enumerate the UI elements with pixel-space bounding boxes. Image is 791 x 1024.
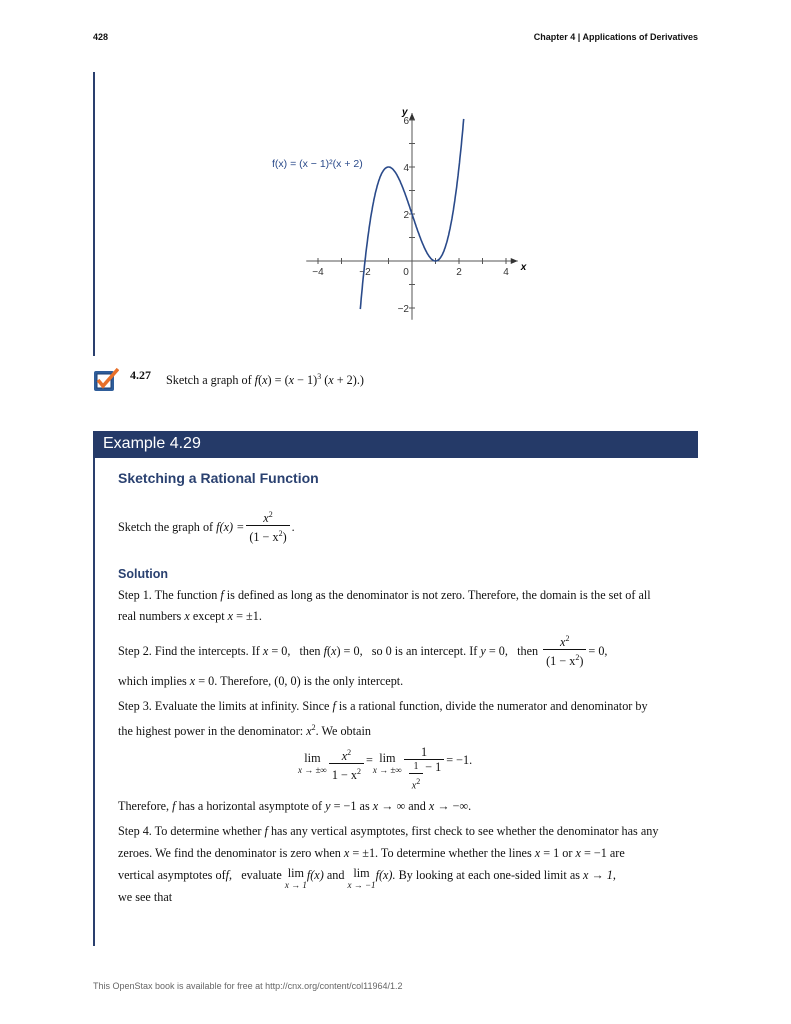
axes: [306, 107, 527, 320]
lim-subscript: x → ±∞: [372, 765, 402, 775]
math-segment: = −1: [580, 846, 607, 860]
exponent: 2: [278, 529, 283, 539]
limit-result: = −1.: [446, 753, 473, 767]
x-tick-label: 4: [503, 267, 509, 278]
math-segment: y: [325, 799, 331, 813]
math-segment: = −1: [330, 799, 357, 813]
y-axis-label: y: [402, 106, 408, 118]
solution-heading: Solution: [118, 567, 168, 581]
text-segment: so: [362, 643, 386, 658]
y-tick-label: 6: [403, 116, 409, 127]
math-segment: x: [288, 373, 295, 388]
inner-denominator: x: [411, 780, 417, 792]
exercise-number: 4.27: [130, 368, 151, 382]
text: and: [323, 868, 348, 882]
y-tick-label: −2: [397, 304, 409, 315]
function-graph: [0, 0, 791, 330]
text-segment: has a horizontal asymptote of: [175, 799, 326, 813]
math-segment: = 0,: [268, 643, 291, 658]
math-segment: x: [372, 799, 379, 813]
numerator: x: [263, 511, 269, 526]
text-segment: To determine whether the lines: [378, 846, 535, 860]
text-segment: is a rational function, divide the numerator and denominator by: [335, 699, 648, 713]
chapter-title: Chapter 4 | Applications of Derivatives: [533, 32, 698, 42]
y-arrow-icon: [409, 113, 415, 120]
math-x-to-1: x → 1,: [583, 868, 616, 882]
lim: lim: [353, 866, 370, 880]
math-segment: x: [575, 846, 581, 860]
text-segment: is the only intercept.: [300, 674, 404, 688]
lim-subscript: x → ±∞: [298, 765, 327, 775]
exponent: 2: [575, 653, 580, 663]
y-tick-label: 4: [403, 163, 409, 174]
denominator: (1 − x: [249, 530, 279, 545]
math-segment: ) = (: [267, 373, 289, 388]
numerator: 1: [420, 745, 428, 759]
numerator: x: [341, 749, 348, 764]
math-segment: x: [343, 846, 350, 860]
x-tick-label: 2: [456, 267, 462, 278]
math-segment: = 0,: [485, 643, 508, 658]
text-segment: we see that: [118, 890, 173, 904]
lim-subscript: x → 1: [284, 880, 307, 890]
math-segment: + 2).): [333, 373, 364, 388]
math-segment: f: [332, 699, 336, 713]
step2-line1: [118, 632, 607, 669]
text-segment: . Therefore,: [214, 674, 275, 688]
exponent: 2: [347, 748, 352, 757]
math-segment: (: [326, 643, 332, 658]
math-segment: x: [306, 724, 312, 739]
text-segment: which implies: [118, 674, 190, 688]
step4-line1: [118, 823, 658, 839]
text-segment: as: [356, 799, 373, 813]
checkpoint-icon: [93, 366, 119, 392]
inner-numerator: 1: [413, 761, 419, 772]
text-segment: Therefore,: [118, 799, 173, 813]
math-segment: f: [323, 643, 327, 658]
math-segment: − 1): [294, 373, 318, 388]
x-arrow-icon: [511, 258, 518, 264]
math-segment: 3: [317, 372, 322, 381]
denominator: 1 − x: [331, 768, 358, 783]
numerator: x: [560, 635, 566, 650]
example-header: [93, 431, 698, 458]
math-segment: x: [262, 373, 268, 388]
text: , evaluate: [229, 868, 285, 882]
exponent: 2: [357, 767, 362, 777]
math-segment: x: [189, 674, 196, 688]
equals-zero: = 0,: [588, 643, 608, 658]
text: By looking at each one-sided limit as: [395, 868, 584, 882]
text-segment: has any vertical asymptotes, first check to see whether the denominator has any: [267, 824, 659, 838]
math-fx: f(x).: [375, 868, 396, 882]
lim-subscript: x → −1: [347, 880, 376, 890]
prompt-lhs: f(x) =: [216, 519, 245, 534]
math-segment: → −∞.: [434, 799, 472, 813]
x-axis-label: x: [520, 262, 527, 273]
step4-line3: [118, 867, 616, 891]
limit-display: [298, 746, 472, 793]
math-segment: (: [321, 373, 329, 388]
lim: lim: [287, 866, 304, 880]
exponent: 2: [268, 510, 273, 519]
math-fx: f(x): [306, 868, 324, 882]
math-segment: x: [428, 799, 435, 813]
text-segment: zeroes. We find the denominator is zero when: [118, 846, 344, 860]
x-tick-label: 0: [403, 267, 409, 278]
text-segment: or: [559, 846, 576, 860]
x-tick-label: −4: [312, 267, 324, 278]
text-segment: real numbers: [118, 609, 185, 623]
text-segment: Step 3. Evaluate the limits at infinity. Since: [118, 699, 333, 713]
text-segment: is defined as long as the denominator is not zero. Therefore, the domain is the set of all: [223, 588, 651, 602]
math-segment: (0, 0): [274, 674, 301, 688]
text-segment: Step 2. Find the intercepts. If: [118, 643, 263, 658]
exponent: 2: [565, 634, 570, 643]
math-f: f: [225, 868, 230, 882]
math-segment: f: [264, 824, 268, 838]
y-tick-label: 2: [403, 210, 409, 221]
text-segment: the highest power in the denominator:: [118, 724, 307, 739]
step4-line2: [118, 845, 625, 861]
math-segment: x: [331, 643, 337, 658]
text-segment: then: [507, 643, 542, 658]
text: vertical asymptotes of: [118, 868, 226, 882]
example-title: Example 4.29: [103, 435, 201, 452]
paren: ): [282, 530, 287, 545]
lim: lim: [379, 751, 396, 765]
math-segment: x: [534, 846, 541, 860]
math-segment: 2: [311, 723, 316, 732]
paren: ): [579, 654, 584, 669]
text-segment: and: [405, 799, 429, 813]
step2-line2: [118, 673, 403, 689]
period: .: [291, 519, 295, 534]
math-segment: x: [184, 609, 190, 623]
math-segment: = ±1.: [349, 846, 379, 860]
math-segment: ) = 0,: [336, 643, 363, 658]
footer-text: This OpenStax book is available for free at http://cnx.org/content/col11964/1.2: [93, 981, 403, 991]
step3-line2: [118, 720, 371, 739]
lim: lim: [304, 751, 321, 765]
text-segment: is an intercept. If: [391, 643, 481, 658]
math-segment: x: [328, 373, 334, 388]
minus-one: − 1: [425, 760, 442, 774]
text-segment: . We obtain: [315, 724, 371, 739]
math-segment: → ∞: [378, 799, 406, 813]
step2-fraction: [543, 632, 586, 669]
step2-text: [118, 643, 541, 659]
math-segment: = 1: [540, 846, 560, 860]
math-segment: f: [220, 588, 224, 602]
page-number: 428: [93, 32, 109, 42]
example-prompt: [118, 508, 295, 545]
math-segment: = 0: [195, 674, 215, 688]
math-segment: f: [172, 799, 176, 813]
math-segment: f: [254, 373, 259, 388]
prompt-text: Sketch the graph of: [118, 519, 214, 534]
text-segment: then: [290, 643, 324, 658]
math-segment: x: [227, 609, 234, 623]
function-label: f(x) = (x − 1)²(x + 2): [272, 158, 363, 170]
text-segment: Step 1. The function: [118, 588, 221, 602]
step1-line1: [118, 587, 651, 603]
prompt-fraction: [246, 508, 289, 545]
step1-line2: [118, 608, 262, 624]
step3-line1: [118, 698, 648, 714]
x-tick-label: −2: [359, 267, 371, 278]
step4-line4: [118, 889, 172, 905]
example-border: [93, 458, 95, 946]
exponent: 2: [416, 777, 421, 786]
text-segment: except: [189, 609, 228, 623]
math-segment: y: [480, 643, 486, 658]
text-segment: Step 4. To determine whether: [118, 824, 265, 838]
equals: =: [366, 753, 373, 767]
math-segment: (: [258, 373, 263, 388]
text-segment: Sketch a graph of: [166, 373, 255, 388]
example-subtitle: Sketching a Rational Function: [118, 470, 319, 486]
math-segment: x: [262, 643, 269, 658]
denominator: (1 − x: [546, 654, 576, 669]
exercise-text: [166, 369, 364, 388]
math-segment: 0: [385, 643, 392, 658]
math-segment: = ±1.: [233, 609, 262, 623]
text-segment: are: [606, 846, 625, 860]
step3-conclusion: [118, 798, 471, 814]
